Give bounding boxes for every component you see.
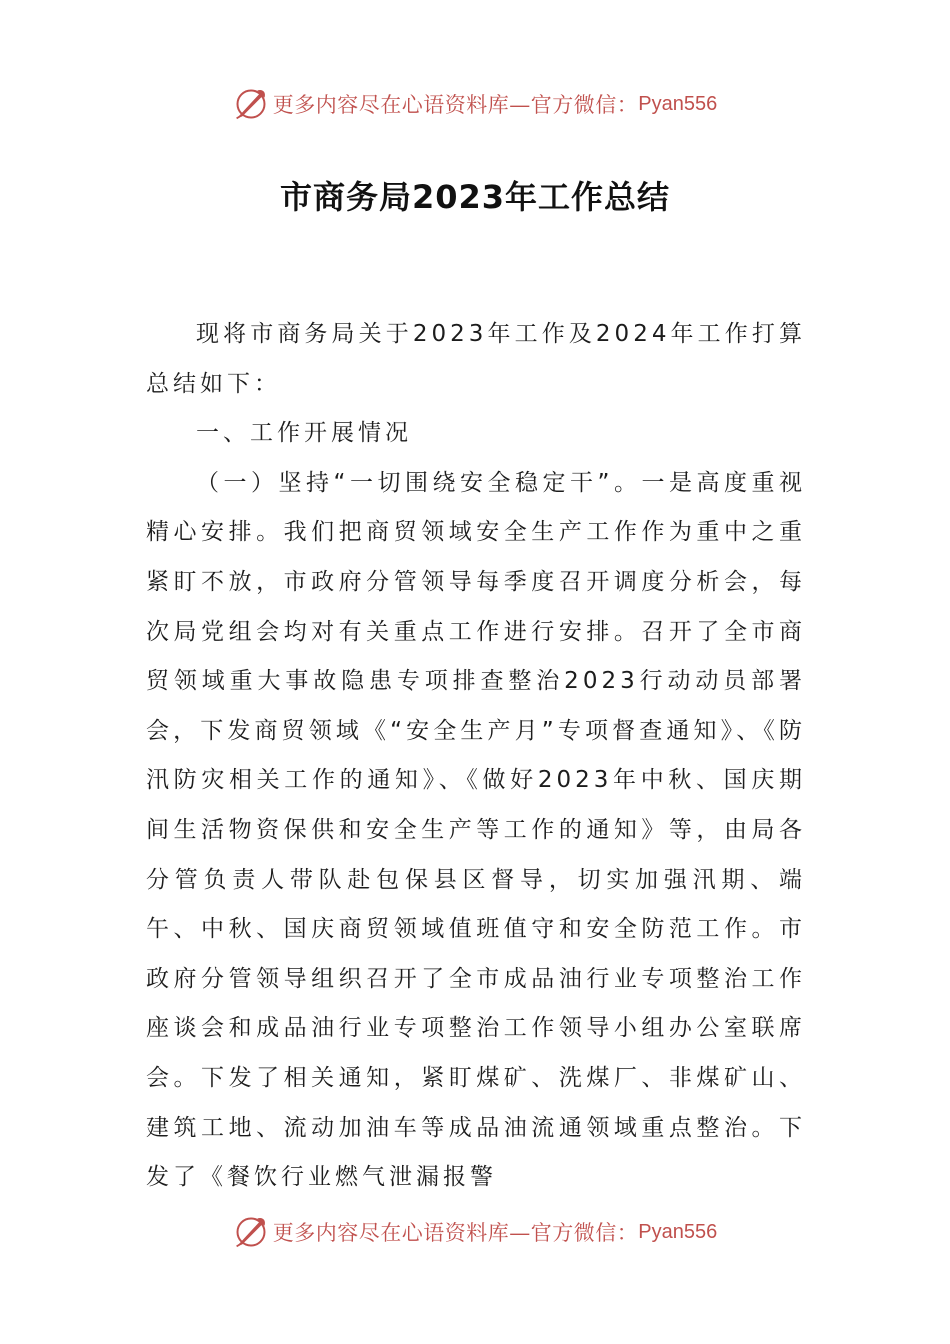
watermark-contact: Pyan556 — [638, 92, 718, 115]
section-heading: 一、工作开展情况 — [196, 420, 412, 447]
watermark-text: 更多内容尽在心语资料库—官方微信： — [272, 1221, 639, 1245]
document-title: 市商务局2023年工作总结 — [279, 178, 671, 216]
watermark-text: 更多内容尽在心语资料库—官方微信： — [272, 93, 639, 117]
body-paragraph: （一）坚持“一切围绕安全稳定干”。一是高度重视精心安排。我们把商贸领域安全生产工作作为重中之重紧盯不放，市政府分管领导每季度召开调度分析会，每次局党组会均对有关重点工作进行安排。召开了全市商贸领域重大事故隐患专项排查整治2023行动动员部署会，下发商贸领域《“安全生产月”专项督查通知》、《防汛防灾相关工作的通知》、《做好2023年中秋、国庆期间生活物资保供和安全生产等工作的通知》等，由局各分管负责人带队赴包保县区督导，切实加强汛期、端午、中秋、国庆商贸领域值班值守和安全防范工作。市政府分管领导组织召开了全市成品油行业专项整治工作座谈会和成品油行业专项整治工作领导小组办公室联席会。下发了相关通知，紧盯煤矿、洗煤厂、非煤矿山、建筑工地、流动加油车等成品油流通领域重点整治。下发了《餐饮行业燃气泄漏报警 — [146, 469, 806, 1191]
quill-pen-icon — [233, 86, 269, 122]
intro-paragraph: 现将市商务局关于2023年工作及2024年工作打算总结如下： — [146, 321, 806, 397]
quill-pen-icon — [233, 1214, 269, 1250]
document-body — [146, 310, 806, 1203]
footer-watermark — [0, 1212, 950, 1252]
watermark-contact: Pyan556 — [638, 1220, 718, 1243]
header-watermark — [0, 84, 950, 124]
